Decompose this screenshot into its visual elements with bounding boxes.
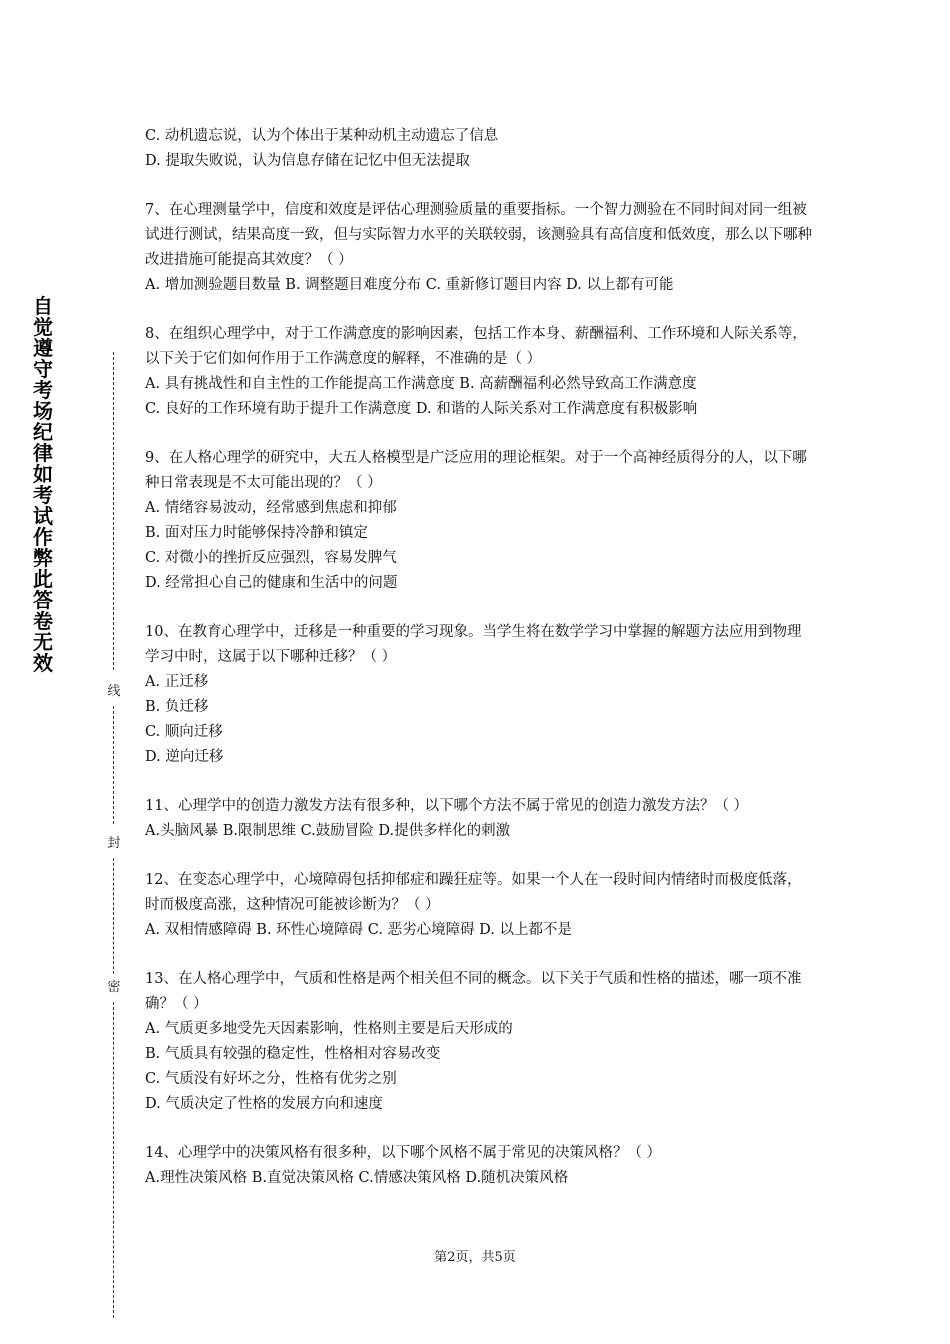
question-9 [145, 446, 813, 596]
option-line: D. 经常担心自己的健康和生活中的问题 [145, 575, 398, 591]
option-line: B. 负迁移 [145, 699, 209, 715]
option-line: D. 逆向迁移 [145, 749, 224, 765]
option-line: B. 面对压力时能够保持冷静和镇定 [145, 525, 368, 541]
question-stem: 14、心理学中的决策风格有很多种，以下哪个风格不属于常见的决策风格？（ ） [145, 1145, 662, 1161]
question-13 [145, 967, 813, 1117]
question-content [145, 124, 813, 1215]
question-11 [145, 794, 813, 844]
option-line: D. 提取失败说，认为信息存储在记忆中但无法提取 [145, 153, 470, 169]
option-line: A. 具有挑战性和自主性的工作能提高工作满意度 B. 高薪酬福利必然导致高工作满意度 [145, 376, 697, 392]
question-12 [145, 868, 813, 943]
option-line: B. 气质具有较强的稳定性，性格相对容易改变 [145, 1046, 441, 1062]
continued-options [145, 124, 813, 174]
option-line: A. 气质更多地受先天因素影响，性格则主要是后天形成的 [145, 1021, 513, 1037]
question-stem: 13、在人格心理学中，气质和性格是两个相关但不同的概念。以下关于气质和性格的描述，哪一项不准确？（ ） [145, 971, 802, 1012]
binding-mark-seal: 封 [106, 832, 122, 851]
question-7 [145, 198, 813, 298]
question-14 [145, 1141, 813, 1191]
exam-discipline-notice: 自觉遵守考场纪律如考试作弊此答卷无效 [33, 294, 53, 675]
option-line: A.头脑风暴 B.限制思维 C.鼓励冒险 D.提供多样化的刺激 [145, 823, 511, 839]
question-10 [145, 620, 813, 770]
page-number: 第2页，共5页 [434, 1250, 516, 1265]
option-line: A. 正迁移 [145, 674, 209, 690]
option-line: A. 双相情感障碍 B. 环性心境障碍 C. 恶劣心境障碍 D. 以上都不是 [145, 922, 573, 938]
binding-mark-line: 线 [106, 680, 122, 699]
option-line: A. 情绪容易波动，经常感到焦虑和抑郁 [145, 500, 397, 516]
option-line: A. 增加测验题目数量 B. 调整题目难度分布 C. 重新修订题目内容 D. 以上都有可能 [145, 277, 674, 293]
question-stem: 12、在变态心理学中，心境障碍包括抑郁症和躁狂症等。如果一个人在一段时间内情绪时而极度低落，时而极度高涨，这种情况可能被诊断为？（ ） [145, 872, 802, 913]
binding-mark-secret: 密 [106, 976, 122, 995]
question-stem: 10、在教育心理学中，迁移是一种重要的学习现象。当学生将在数学学习中掌握的解题方法应用到物理学习中时，这属于以下哪种迁移？（ ） [145, 624, 802, 665]
option-line: D. 气质决定了性格的发展方向和速度 [145, 1096, 383, 1112]
option-line: C. 气质没有好坏之分，性格有优劣之别 [145, 1071, 397, 1087]
binding-dashed-line [113, 352, 114, 670]
binding-dashed-line [113, 706, 114, 824]
question-stem: 9、在人格心理学的研究中，大五人格模型是广泛应用的理论框架。对于一个高神经质得分的人，以下哪种日常表现是不太可能出现的？（ ） [145, 450, 807, 491]
option-line: A.理性决策风格 B.直觉决策风格 C.情感决策风格 D.随机决策风格 [145, 1170, 569, 1186]
binding-dashed-line [113, 858, 114, 974]
question-stem: 11、心理学中的创造力激发方法有很多种，以下哪个方法不属于常见的创造力激发方法？（ ） [145, 798, 749, 814]
option-line: C. 对微小的挫折反应强烈，容易发脾气 [145, 550, 397, 566]
option-line: C. 顺向迁移 [145, 724, 223, 740]
question-8 [145, 322, 813, 422]
question-stem: 7、在心理测量学中，信度和效度是评估心理测验质量的重要指标。一个智力测验在不同时间对同一组被试进行测试，结果高度一致，但与实际智力水平的关联较弱，该测验具有高信度和低效度，那么以下哪种改进措施可能提高其效度？（ ） [145, 202, 812, 268]
question-stem: 8、在组织心理学中，对于工作满意度的影响因素，包括工作本身、薪酬福利、工作环境和人际关系等，以下关于它们如何作用于工作满意度的解释，不准确的是（ ） [145, 326, 807, 367]
binding-dashed-line [113, 1002, 114, 1318]
option-line: C. 良好的工作环境有助于提升工作满意度 D. 和谐的人际关系对工作满意度有积极影响 [145, 401, 698, 417]
option-line: C. 动机遗忘说，认为个体出于某种动机主动遗忘了信息 [145, 128, 499, 144]
